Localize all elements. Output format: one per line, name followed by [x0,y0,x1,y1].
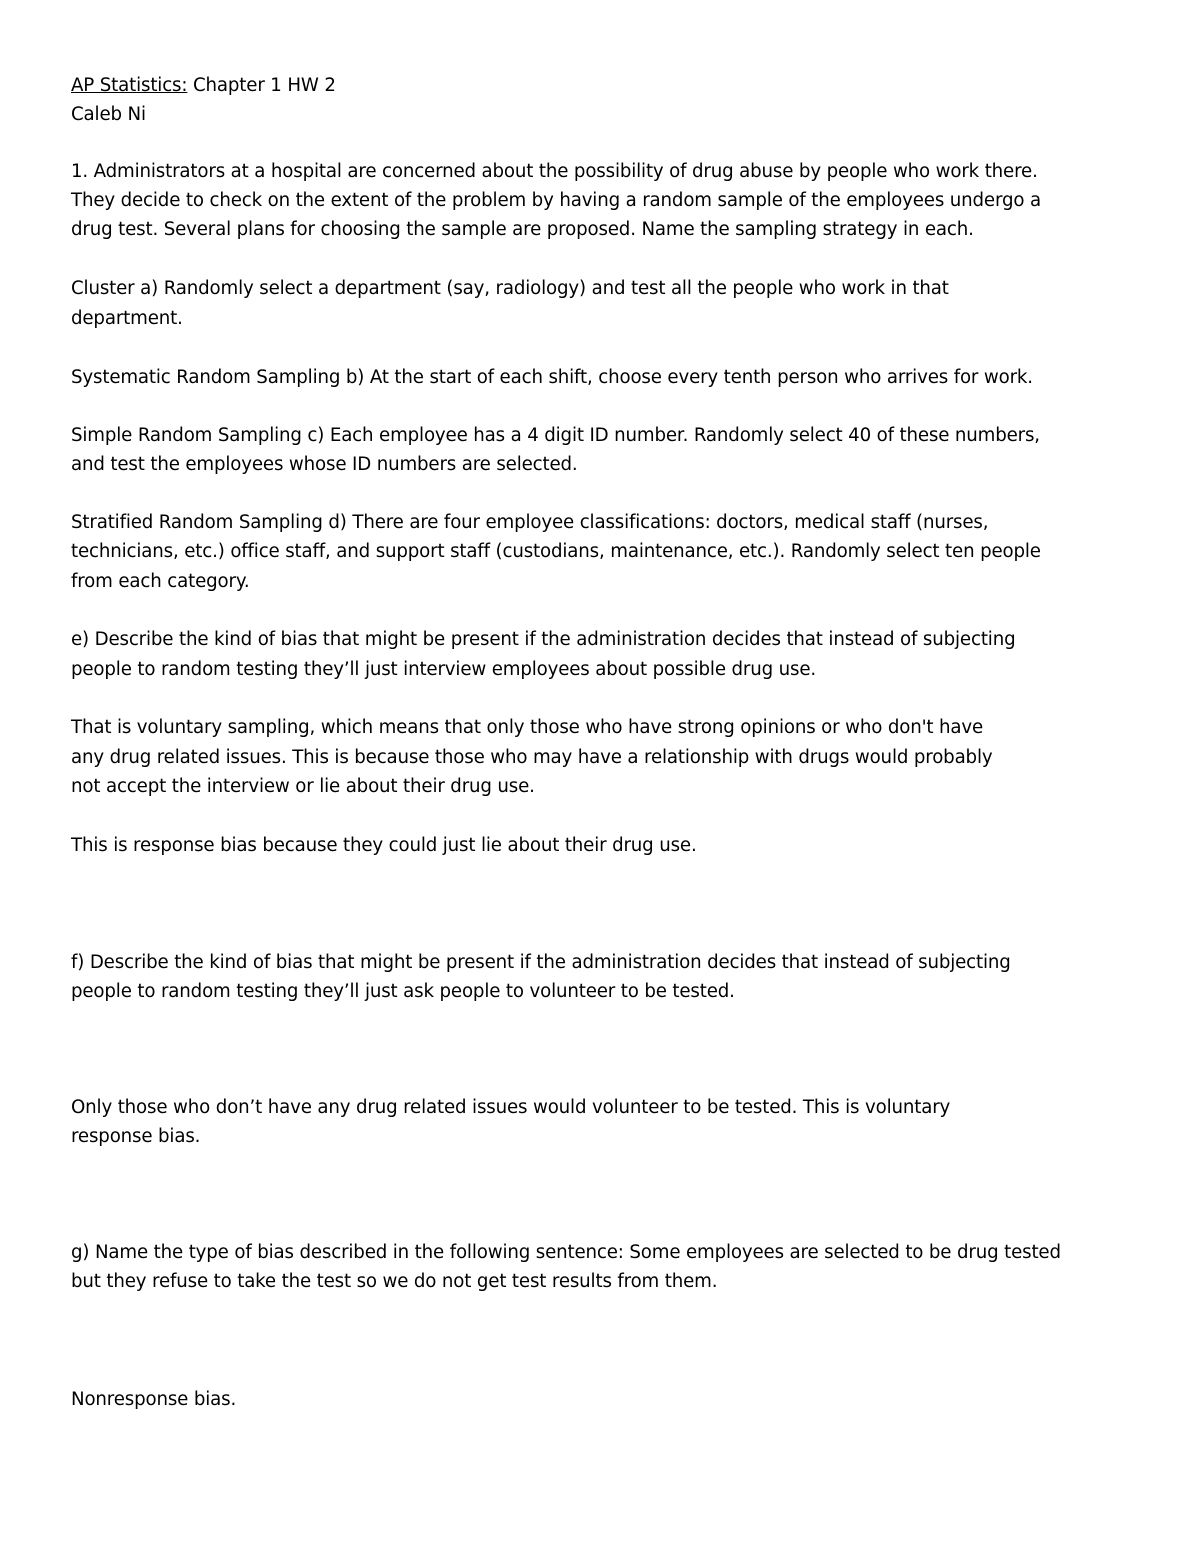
part-a-line: department. [71,308,183,329]
part-g-line: but they refuse to take the test so we do not get test results from them. [71,1271,718,1292]
part-e-line: people to random testing they’ll just interview employees about possible drug use. [71,659,816,680]
part-f-line: f) Describe the kind of bias that might be present if the administration decides that instead of subjecting [71,952,1011,973]
document-title [71,71,336,101]
part-e-line: e) Describe the kind of bias that might be present if the administration decides that instead of subjecting [71,629,1016,650]
subject-label: AP Statistics: [71,75,188,96]
question-intro-line: 1. Administrators at a hospital are concerned about the possibility of drug abuse by people who work there. [71,161,1038,182]
answer-f-line: Only those who don’t have any drug related issues would volunteer to be tested. This is voluntary [71,1097,951,1118]
author-name: Caleb Ni [71,104,146,125]
answer-e-line: not accept the interview or lie about their drug use. [71,776,535,797]
question-intro-line: They decide to check on the extent of the problem by having a random sample of the employees undergo a [71,190,1041,211]
title-rest: Chapter 1 HW 2 [187,75,336,96]
answer-g-line: Nonresponse bias. [71,1389,237,1410]
part-d-line: technicians, etc.) office staff, and support staff (custodians, maintenance, etc.). Randomly select ten people [71,541,1041,562]
part-c-line: Simple Random Sampling c) Each employee has a 4 digit ID number. Randomly select 40 of these numbers, [71,425,1040,446]
part-b-line: Systematic Random Sampling b) At the start of each shift, choose every tenth person who arrives for work. [71,367,1033,388]
part-d-line: from each category. [71,571,250,592]
answer-e2-line: This is response bias because they could just lie about their drug use. [71,835,697,856]
answer-f-line: response bias. [71,1126,201,1147]
part-d-line: Stratified Random Sampling d) There are four employee classifications: doctors, medical staff (nurses, [71,512,989,533]
part-a-line: Cluster a) Randomly select a department (say, radiology) and test all the people who work in that [71,278,949,299]
question-intro-line: drug test. Several plans for choosing the sample are proposed. Name the sampling strategy in each. [71,219,974,240]
part-g-line: g) Name the type of bias described in the following sentence: Some employees are selected to be drug tested [71,1242,1061,1263]
part-c-line: and test the employees whose ID numbers are selected. [71,454,578,475]
part-f-line: people to random testing they’ll just ask people to volunteer to be tested. [71,981,735,1002]
answer-e-line: any drug related issues. This is because those who may have a relationship with drugs would probably [71,747,993,768]
answer-e-line: That is voluntary sampling, which means that only those who have strong opinions or who don't have [71,717,984,738]
